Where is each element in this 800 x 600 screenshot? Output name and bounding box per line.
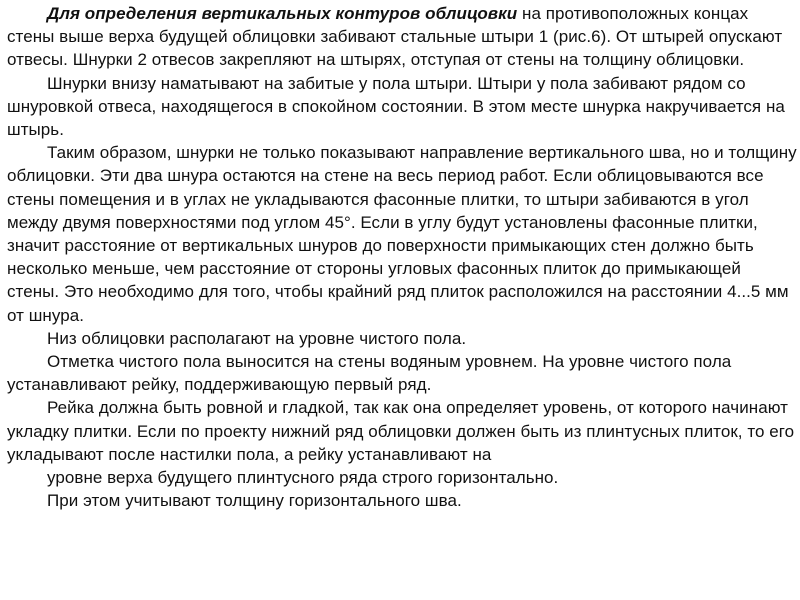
paragraph-7: уровне верха будущего плинтусного ряда строго горизонтально. (47, 468, 559, 488)
paragraph-3: Таким образом, шнурки не только показывают направление вертикального шва, но и толщину облицовки. Эти два шнура остаются на стене на весь период работ. Если облицовываются все стены помещения и в углах не укладываются фасонные плитки, то штыри забиваются в угол между двумя поверхностями под углом 45°. Если в углу будут установлены фасонные плитки, значит расстояние от вертикальных шнуров до поверхности примыкающих стен должно быть несколько меньше, чем расстояние от стороны угловых фасонных плиток до примыкающей стены. Это необходимо для того, чтобы крайний ряд плиток расположился на расстоянии 4...5 мм от шнура. (7, 143, 797, 325)
paragraph-6: Рейка должна быть ровной и гладкой, так как она определяет уровень, от которого начинают укладку плитки. Если по проекту нижний ряд облицовки должен быть из плинтусных плиток, то его укладывают после настилки пола, а рейку устанавливают на (7, 398, 795, 464)
paragraph-lead: Для определения вертикальных контуров облицовки (47, 4, 518, 23)
paragraph-4: Низ облицовки располагают на уровне чистого пола. (47, 328, 467, 348)
paragraph-2: Шнурки внизу наматывают на забитые у пола штыри. Штыри у пола забивают рядом со шнуровкой отвеса, находящегося в спокойном состоянии. В этом месте шнурка накручивается на штырь. (7, 73, 785, 140)
paragraph-1 (7, 2, 797, 72)
paragraph-8: При этом учитывают толщину горизонтального шва. (47, 491, 462, 511)
paragraph-text: на противоположных концах стены выше верха будущей облицовки забивают стальные штыри 1 (рис.6). От штырей опускают отвесы. Шнурки 2 отвесов закрепляют на штырях, отступая от стены на толщину облицовки. (7, 4, 783, 70)
paragraph-5: Отметка чистого пола выносится на стены водяным уровнем. На уровне чистого пола устанавливают рейку, поддерживающую первый ряд. (7, 352, 732, 395)
document-text (7, 2, 797, 512)
